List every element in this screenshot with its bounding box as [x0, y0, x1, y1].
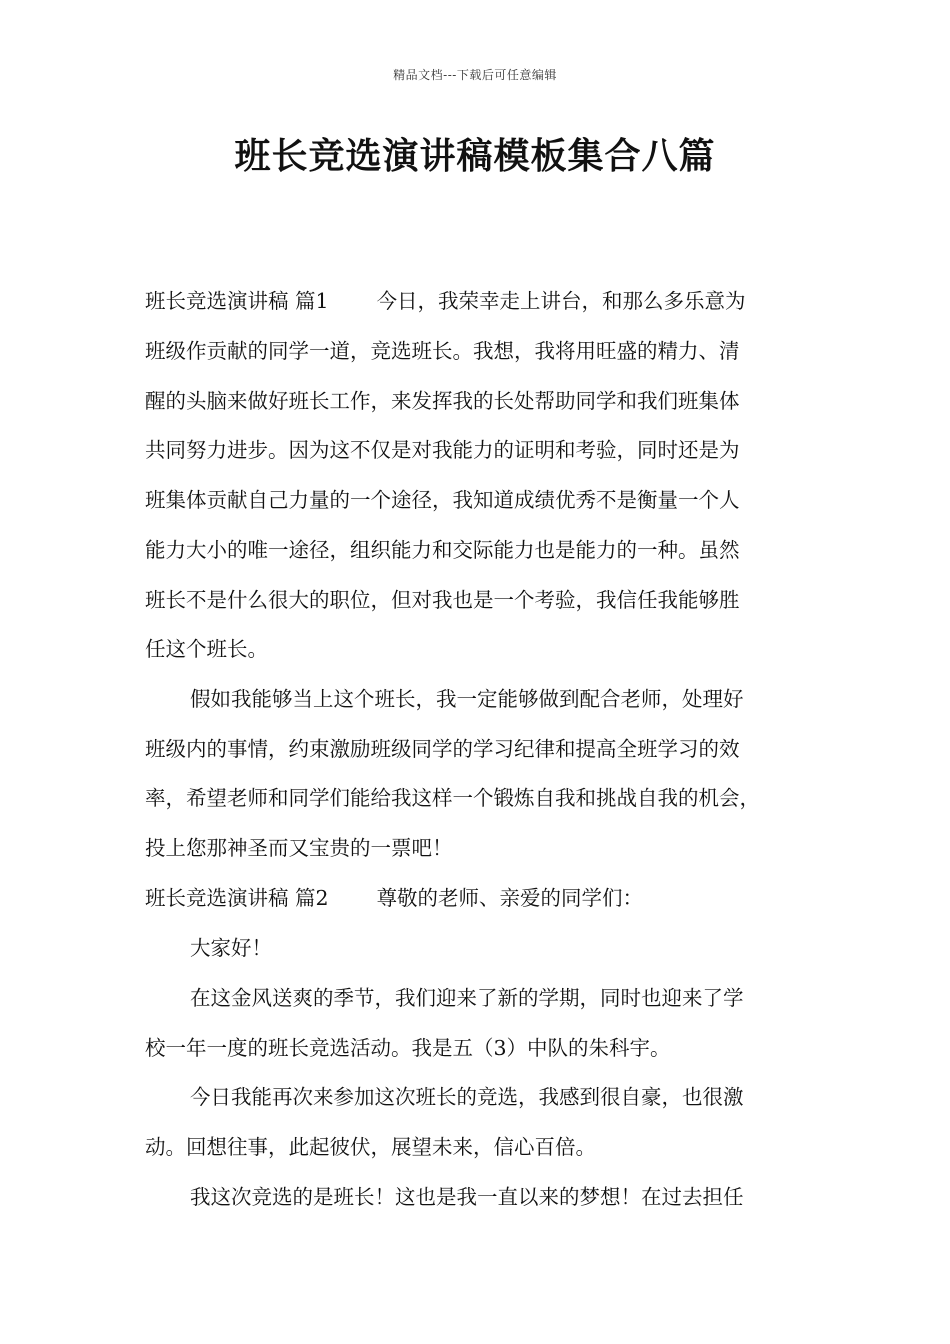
paragraph-line: 班长不是什么很大的职位，但对我也是一个考验，我信任我能够胜: [145, 588, 740, 612]
section-1-first-line: [145, 287, 746, 315]
paragraph-line: 假如我能够当上这个班长，我一定能够做到配合老师，处理好: [190, 687, 744, 711]
paragraph-line: 能力大小的唯一途径，组织能力和交际能力也是能力的一种。虽然: [145, 538, 740, 562]
greeting-line: 大家好！: [190, 936, 272, 960]
paragraph-line: 在这金风送爽的季节，我们迎来了新的学期，同时也迎来了学: [190, 986, 744, 1010]
paragraph-line: 率，希望老师和同学们能给我这样一个锻炼自我和挑战自我的机会，: [145, 786, 760, 810]
paragraph-line: 动。回想往事，此起彼伏，展望未来，信心百倍。: [145, 1135, 596, 1159]
document-title: 班长竞选演讲稿模板集合八篇: [234, 135, 716, 177]
header-note: 精品文档---下载后可任意编辑: [393, 68, 557, 82]
paragraph-line: 校一年一度的班长竞选活动。我是五（3）中队的朱科宇。: [145, 1036, 671, 1060]
paragraph-line: 醒的头脑来做好班长工作，来发挥我的长处帮助同学和我们班集体: [145, 389, 740, 413]
paragraph-line: 今日我能再次来参加这次班长的竞选，我感到很自豪，也很激: [190, 1085, 744, 1109]
section-2-heading: 班长竞选演讲稿 篇2: [145, 886, 329, 910]
section-1-lead: 今日，我荣幸走上讲台，和那么多乐意为: [376, 289, 746, 313]
paragraph-line: 任这个班长。: [145, 637, 268, 661]
paragraph-line: 班级作贡献的同学一道，竞选班长。我想，我将用旺盛的精力、清: [145, 339, 740, 363]
section-2-lead: 尊敬的老师、亲爱的同学们：: [376, 886, 644, 910]
section-2-first-line: [145, 884, 643, 912]
section-1-heading: 班长竞选演讲稿 篇1: [145, 289, 329, 313]
paragraph-line: 共同努力进步。因为这不仅是对我能力的证明和考验，同时还是为: [145, 438, 740, 462]
paragraph-line: 班集体贡献自己力量的一个途径，我知道成绩优秀不是衡量一个人: [145, 488, 740, 512]
paragraph-line: 投上您那神圣而又宝贵的一票吧！: [145, 836, 453, 860]
paragraph-line: 班级内的事情，约束激励班级同学的学习纪律和提高全班学习的效: [145, 737, 740, 761]
paragraph-line: 我这次竞选的是班长！这也是我一直以来的梦想！在过去担任: [190, 1185, 744, 1209]
